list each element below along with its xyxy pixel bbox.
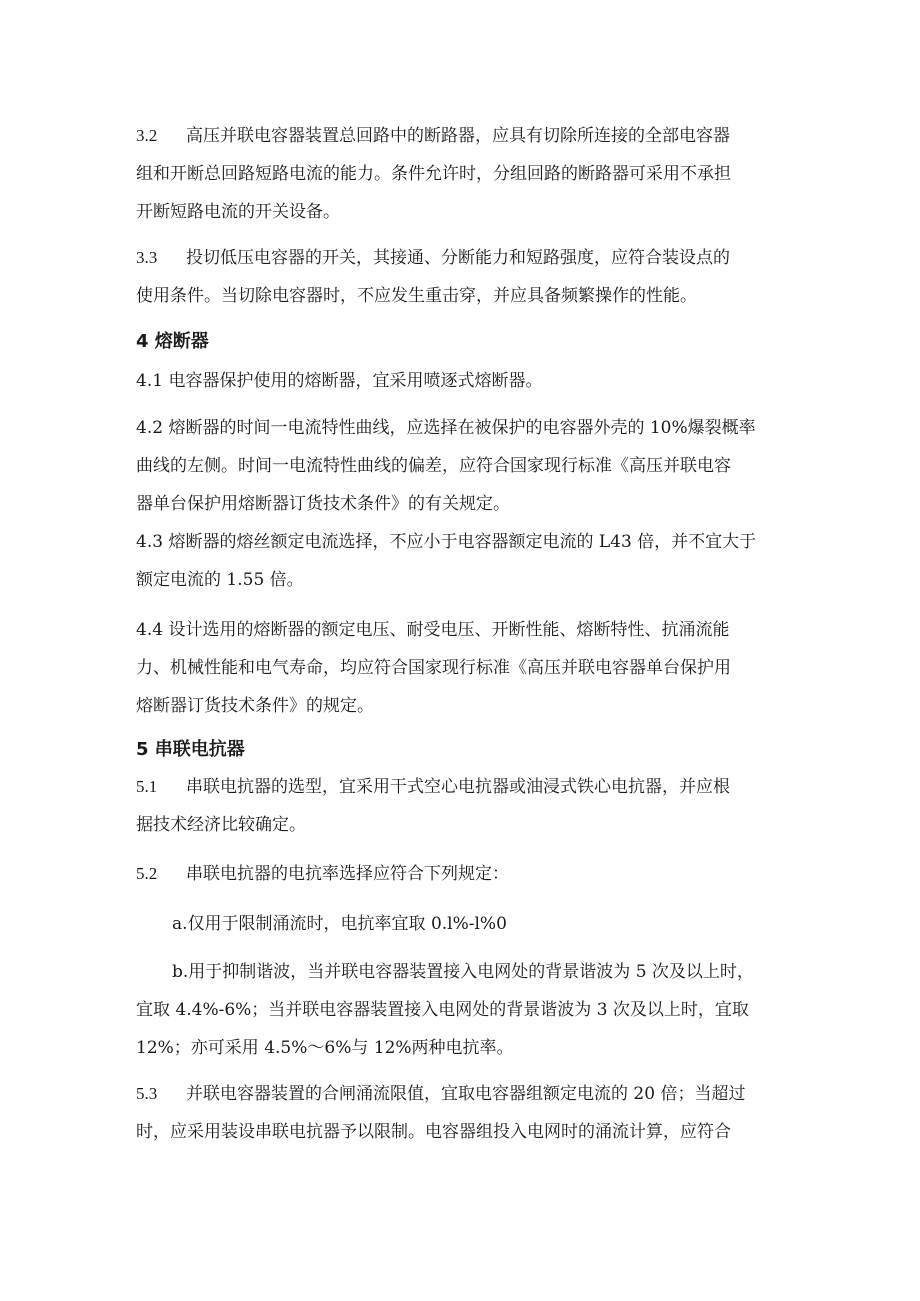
- paragraph-line: 串联电抗器的选型，宜采用干式空心电抗器或油浸式铁心电抗器，并应根: [186, 777, 730, 797]
- list-item-b: [136, 953, 796, 1067]
- paragraph-line: 4.2 熔断器的时间一电流特性曲线，应选择在被保护的电容器外壳的 10%爆裂概率: [136, 418, 756, 438]
- paragraph-line: a.仅用于限制涌流时，电抗率宜取 0.l%-l%0: [172, 914, 507, 934]
- paragraph-line: 力、机械性能和电气寿命，均应符合国家现行标准《高压并联电容器单台保护用: [136, 658, 731, 678]
- paragraph-line: 熔断器订货技术条件》的规定。: [136, 696, 374, 716]
- paragraph-line: 高压并联电容器装置总回路中的断路器，应具有切除所连接的全部电容器: [186, 126, 730, 146]
- clause-number: 5.1: [136, 777, 158, 796]
- paragraph-4-2: [136, 409, 796, 523]
- paragraph-4-3: [136, 523, 796, 599]
- paragraph-line: 4.3 熔断器的熔丝额定电流选择，不应小于电容器额定电流的 L43 倍，并不宜大于: [136, 532, 757, 552]
- section-heading-5: 5 串联电抗器: [136, 739, 245, 760]
- paragraph-3-2: [136, 117, 796, 231]
- paragraph-line: 开断短路电流的开关设备。: [136, 202, 340, 222]
- clause-number: 5.3: [136, 1084, 158, 1103]
- paragraph-line: 4.4 设计选用的熔断器的额定电压、耐受电压、开断性能、熔断特性、抗涌流能: [136, 620, 730, 640]
- paragraph-4-1: [136, 362, 796, 400]
- paragraph-line: 4.1 电容器保护使用的熔断器，宜采用喷逐式熔断器。: [136, 371, 543, 391]
- paragraph-line: 串联电抗器的电抗率选择应符合下列规定：: [186, 864, 509, 884]
- paragraph-line: 投切低压电容器的开关，其接通、分断能力和短路强度，应符合装设点的: [186, 248, 730, 268]
- clause-number: 3.3: [136, 248, 158, 267]
- paragraph-5-2: [136, 855, 796, 893]
- paragraph-line: b.用于抑制谐波，当并联电容器装置接入电网处的背景谐波为 5 次及以上时，: [172, 962, 754, 982]
- paragraph-3-3: [136, 239, 796, 315]
- list-item-a: [136, 905, 796, 943]
- paragraph-line: 组和开断总回路短路电流的能力。条件允许时，分组回路的断路器可采用不承担: [136, 164, 731, 184]
- paragraph-4-4: [136, 611, 796, 725]
- paragraph-line: 曲线的左侧。时间一电流特性曲线的偏差，应符合国家现行标准《高压并联电容: [136, 456, 731, 476]
- paragraph-line: 并联电容器装置的合闸涌流限值，宜取电容器组额定电流的 20 倍；当超过: [186, 1084, 746, 1104]
- paragraph-line: 时，应采用装设串联电抗器予以限制。电容器组投入电网时的涌流计算，应符合: [136, 1122, 731, 1142]
- paragraph-line: 宜取 4.4%-6%；当并联电容器装置接入电网处的背景谐波为 3 次及以上时，宜取: [136, 1000, 749, 1020]
- paragraph-line: 12%；亦可采用 4.5%～6%与 12%两种电抗率。: [136, 1038, 514, 1058]
- paragraph-5-1: [136, 768, 796, 844]
- paragraph-line: 额定电流的 1.55 倍。: [136, 570, 304, 590]
- paragraph-line: 据技术经济比较确定。: [136, 815, 306, 835]
- section-heading-4: 4 熔断器: [136, 331, 209, 352]
- clause-number: 5.2: [136, 864, 158, 883]
- paragraph-line: 使用条件。当切除电容器时，不应发生重击穿，并应具备频繁操作的性能。: [136, 286, 697, 306]
- clause-number: 3.2: [136, 126, 158, 145]
- paragraph-5-3: [136, 1075, 796, 1151]
- paragraph-line: 器单台保护用熔断器订货技术条件》的有关规定。: [136, 494, 510, 514]
